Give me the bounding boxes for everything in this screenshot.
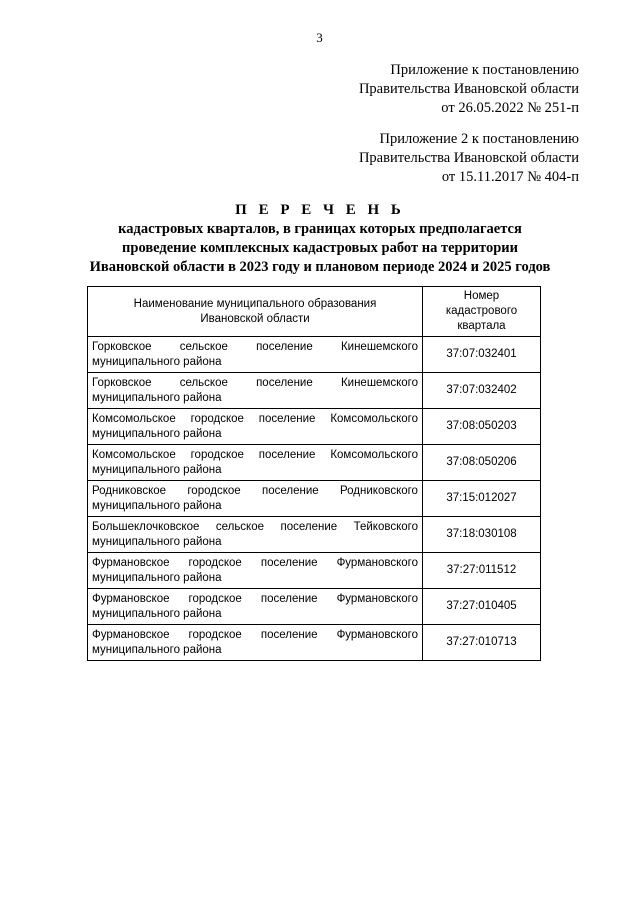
municipality-word: Фурмановское bbox=[92, 592, 170, 605]
table-row bbox=[88, 373, 541, 409]
cadastral-number-cell: 37:27:011512 bbox=[423, 553, 541, 589]
municipality-word: городское bbox=[188, 556, 242, 569]
municipality-word: Комсомольское bbox=[92, 448, 176, 461]
municipality-cell bbox=[88, 373, 423, 409]
municipality-cell bbox=[88, 589, 423, 625]
municipality-cell bbox=[88, 337, 423, 373]
cadastral-number-cell: 37:27:010713 bbox=[423, 625, 541, 661]
municipality-line1 bbox=[92, 376, 418, 391]
municipality-cell bbox=[88, 553, 423, 589]
municipality-word: Родниковского bbox=[339, 484, 418, 497]
title-line1: кадастровых кварталов, в границах которых предполагается bbox=[118, 221, 522, 237]
municipality-line2: муниципального района bbox=[92, 571, 222, 584]
municipality-word: Комсомольского bbox=[330, 412, 418, 425]
cadastral-number-cell: 37:27:010405 bbox=[423, 589, 541, 625]
municipality-word: городское bbox=[188, 592, 242, 605]
appendix-1-line3: от 26.05.2022 № 251-п bbox=[441, 100, 579, 116]
title-line2: проведение комплексных кадастровых работ на территории bbox=[122, 240, 518, 256]
municipality-line2: муниципального района bbox=[92, 427, 222, 440]
cadastral-number-cell: 37:08:050203 bbox=[423, 409, 541, 445]
municipality-cell bbox=[88, 409, 423, 445]
cadastral-number-cell: 37:07:032402 bbox=[423, 373, 541, 409]
table-row bbox=[88, 445, 541, 481]
municipality-cell bbox=[88, 517, 423, 553]
municipality-word: Фурмановское bbox=[92, 556, 170, 569]
header-cadastral-line2: квартала bbox=[457, 320, 506, 332]
table-row bbox=[88, 625, 541, 661]
appendix-1-line1: Приложение к постановлению bbox=[390, 62, 579, 78]
municipality-word: сельское bbox=[215, 520, 265, 533]
municipality-word: Большеклочковское bbox=[92, 520, 200, 533]
cadastral-number-cell: 37:18:030108 bbox=[423, 517, 541, 553]
appendix-2-line3: от 15.11.2017 № 404-п bbox=[441, 169, 579, 185]
table-header-row bbox=[88, 287, 541, 337]
appendix-header-1 bbox=[359, 61, 579, 118]
municipality-word: поселение bbox=[256, 340, 313, 353]
municipality-word: поселение bbox=[258, 448, 316, 461]
title-line3: Ивановской области в 2023 году и плановом периоде 2024 и 2025 годов bbox=[89, 259, 551, 275]
municipality-word: Тейковского bbox=[353, 520, 418, 533]
municipality-line2: муниципального района bbox=[92, 535, 222, 548]
document-title bbox=[60, 200, 580, 277]
municipality-line2: муниципального района bbox=[92, 463, 222, 476]
municipality-word: Фурмановского bbox=[336, 592, 418, 605]
municipality-line1 bbox=[92, 484, 418, 499]
municipality-word: Кинешемского bbox=[340, 376, 418, 389]
municipality-word: Фурмановского bbox=[336, 628, 418, 641]
municipality-line2: муниципального района bbox=[92, 355, 222, 368]
header-municipality bbox=[88, 287, 423, 337]
municipality-word: городское bbox=[190, 448, 244, 461]
table-row bbox=[88, 481, 541, 517]
table-row bbox=[88, 409, 541, 445]
header-cadastral-line1: Номер кадастрового bbox=[445, 290, 518, 317]
municipality-word: Кинешемского bbox=[340, 340, 418, 353]
appendix-2-line2: Правительства Ивановской области bbox=[358, 150, 579, 166]
municipality-word: поселение bbox=[258, 412, 316, 425]
municipality-line1 bbox=[92, 520, 418, 535]
municipality-word: Родниковское bbox=[92, 484, 167, 497]
municipality-word: городское bbox=[190, 412, 244, 425]
municipality-line1 bbox=[92, 448, 418, 463]
header-cadastral-number bbox=[423, 287, 541, 337]
municipality-line1 bbox=[92, 628, 418, 643]
municipality-word: Горковское bbox=[92, 340, 152, 353]
municipality-line1 bbox=[92, 592, 418, 607]
municipality-cell bbox=[88, 625, 423, 661]
municipality-word: городское bbox=[188, 628, 242, 641]
cadastral-number-cell: 37:08:050206 bbox=[423, 445, 541, 481]
municipality-word: городское bbox=[187, 484, 241, 497]
municipality-cell bbox=[88, 445, 423, 481]
municipality-line2: муниципального района bbox=[92, 643, 222, 656]
municipality-word: поселение bbox=[260, 592, 318, 605]
municipality-word: сельское bbox=[179, 340, 228, 353]
table-row bbox=[88, 517, 541, 553]
header-municipality-line1: Наименование муниципального образования bbox=[133, 297, 377, 310]
cadastral-quarters-table bbox=[87, 286, 541, 661]
municipality-word: поселение bbox=[261, 484, 319, 497]
appendix-2-line1: Приложение 2 к постановлению bbox=[379, 131, 579, 147]
municipality-word: поселение bbox=[280, 520, 338, 533]
municipality-word: Комсомольское bbox=[92, 412, 176, 425]
header-municipality-line2: Ивановской области bbox=[200, 312, 310, 325]
cadastral-number-cell: 37:07:032401 bbox=[423, 337, 541, 373]
municipality-word: поселение bbox=[260, 628, 318, 641]
municipality-line1 bbox=[92, 340, 418, 355]
municipality-line2: муниципального района bbox=[92, 499, 222, 512]
municipality-word: Фурмановское bbox=[92, 628, 170, 641]
municipality-cell bbox=[88, 481, 423, 517]
cadastral-number-cell: 37:15:012027 bbox=[423, 481, 541, 517]
table-row bbox=[88, 589, 541, 625]
table-row bbox=[88, 337, 541, 373]
municipality-word: поселение bbox=[256, 376, 313, 389]
municipality-line2: муниципального района bbox=[92, 607, 222, 620]
table-body bbox=[88, 337, 541, 661]
title-heading: П Е Р Е Ч Е Н Ь bbox=[235, 202, 405, 218]
appendix-1-line2: Правительства Ивановской области bbox=[358, 81, 579, 97]
page-number: 3 bbox=[316, 30, 323, 45]
municipality-word: сельское bbox=[179, 376, 228, 389]
municipality-line1 bbox=[92, 412, 418, 427]
municipality-line2: муниципального района bbox=[92, 391, 222, 404]
appendix-header-2 bbox=[359, 130, 579, 187]
municipality-line1 bbox=[92, 556, 418, 571]
municipality-word: Фурмановского bbox=[336, 556, 418, 569]
table-row bbox=[88, 553, 541, 589]
municipality-word: Комсомольского bbox=[330, 448, 418, 461]
municipality-word: поселение bbox=[260, 556, 318, 569]
municipality-word: Горковское bbox=[92, 376, 152, 389]
